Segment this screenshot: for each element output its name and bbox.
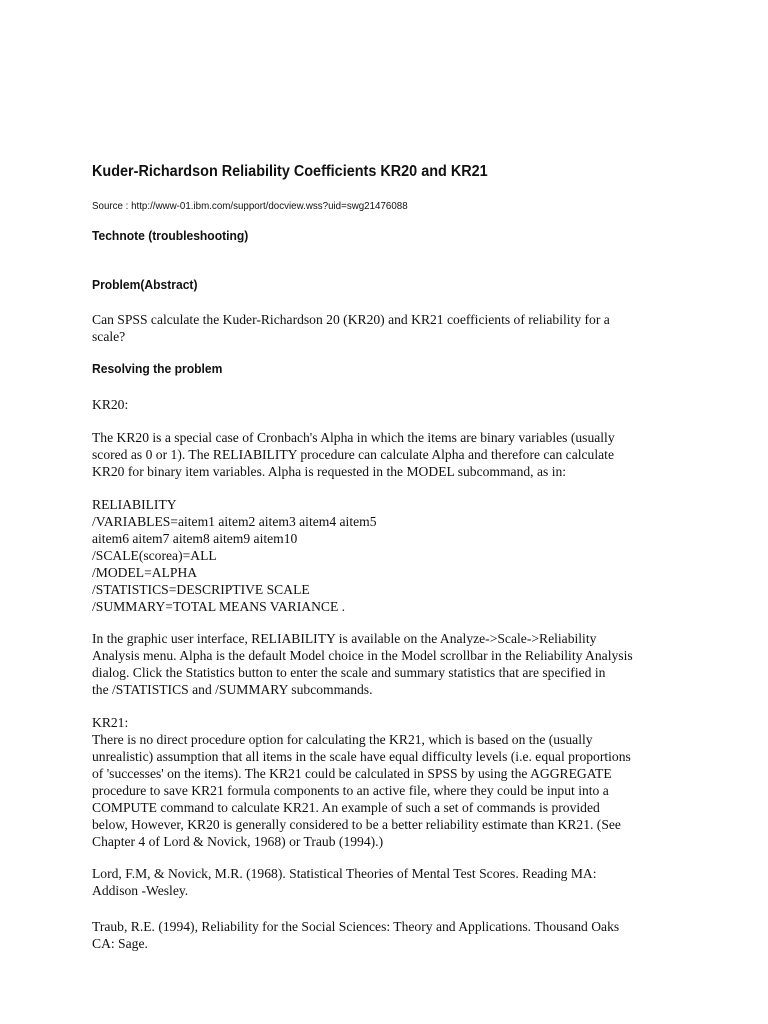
source-link: Source : http://www-01.ibm.com/support/docview.wss?uid=swg21476088 [92, 200, 408, 212]
text-line: Lord, F.M, & Novick, M.R. (1968). Statistical Theories of Mental Test Scores. Reading MA: [92, 866, 597, 881]
text-line: Analysis menu. Alpha is the default Model choice in the Model scrollbar in the Reliability Analysis [92, 648, 633, 663]
text-line: procedure to save KR21 formula components to an active file, where they could be input into a [92, 783, 609, 798]
syntax-line: /STATISTICS=DESCRIPTIVE SCALE [92, 582, 310, 597]
reference-traub [92, 918, 718, 952]
syntax-line: /SCALE(scorea)=ALL [92, 548, 217, 563]
document-title: Kuder-Richardson Reliability Coefficients KR20 and KR21 [92, 163, 488, 180]
text-line: of 'successes' on the items). The KR21 could be calculated in SPSS by using the AGGREGATE [92, 766, 612, 781]
text-line: There is no direct procedure option for calculating the KR21, which is based on the (usually [92, 732, 593, 747]
text-line: scale? [92, 329, 126, 344]
text-line: the /STATISTICS and /SUMMARY subcommands. [92, 682, 373, 697]
kr20-label [92, 396, 718, 413]
syntax-line: aitem6 aitem7 aitem8 aitem9 aitem10 [92, 531, 298, 546]
syntax-line: /VARIABLES=aitem1 aitem2 aitem3 aitem4 aitem5 [92, 514, 377, 529]
syntax-line: RELIABILITY [92, 497, 177, 512]
reference-lord [92, 865, 718, 899]
text-line: Chapter 4 of Lord & Novick, 1968) or Traub (1994).) [92, 834, 384, 849]
text-line: scored as 0 or 1). The RELIABILITY procedure can calculate Alpha and therefore can calculate [92, 447, 614, 462]
text-line: dialog. Click the Statistics button to enter the scale and summary statistics that are specified in [92, 665, 606, 680]
text-line: In the graphic user interface, RELIABILITY is available on the Analyze->Scale->Reliability [92, 631, 597, 646]
text-line: KR20: [92, 397, 129, 412]
kr21-paragraph [92, 714, 718, 850]
text-line: CA: Sage. [92, 936, 148, 951]
text-line: Can SPSS calculate the Kuder-Richardson 20 (KR20) and KR21 coefficients of reliability for a [92, 312, 610, 327]
text-line: below, However, KR20 is generally considered to be a better reliability estimate than KR21. (See [92, 817, 621, 832]
text-line: The KR20 is a special case of Cronbach's Alpha in which the items are binary variables (usually [92, 430, 615, 445]
text-line: KR20 for binary item variables. Alpha is requested in the MODEL subcommand, as in: [92, 464, 567, 479]
syntax-line: /SUMMARY=TOTAL MEANS VARIANCE . [92, 599, 346, 614]
text-line: KR21: [92, 715, 129, 730]
resolving-heading: Resolving the problem [92, 361, 223, 376]
text-line: Traub, R.E. (1994), Reliability for the Social Sciences: Theory and Applications. Thousand Oaks [92, 919, 620, 934]
text-line: Addison -Wesley. [92, 883, 189, 898]
syntax-block [92, 496, 718, 615]
kr20-paragraph [92, 429, 718, 480]
syntax-line: /MODEL=ALPHA [92, 565, 198, 580]
problem-paragraph [92, 311, 718, 345]
technote-heading: Technote (troubleshooting) [92, 228, 249, 243]
text-line: unrealistic) assumption that all items in the scale have equal difficulty levels (i.e. equal proportions [92, 749, 631, 764]
problem-heading: Problem(Abstract) [92, 277, 198, 292]
gui-paragraph [92, 630, 718, 698]
text-line: COMPUTE command to calculate KR21. An example of such a set of commands is provided [92, 800, 600, 815]
